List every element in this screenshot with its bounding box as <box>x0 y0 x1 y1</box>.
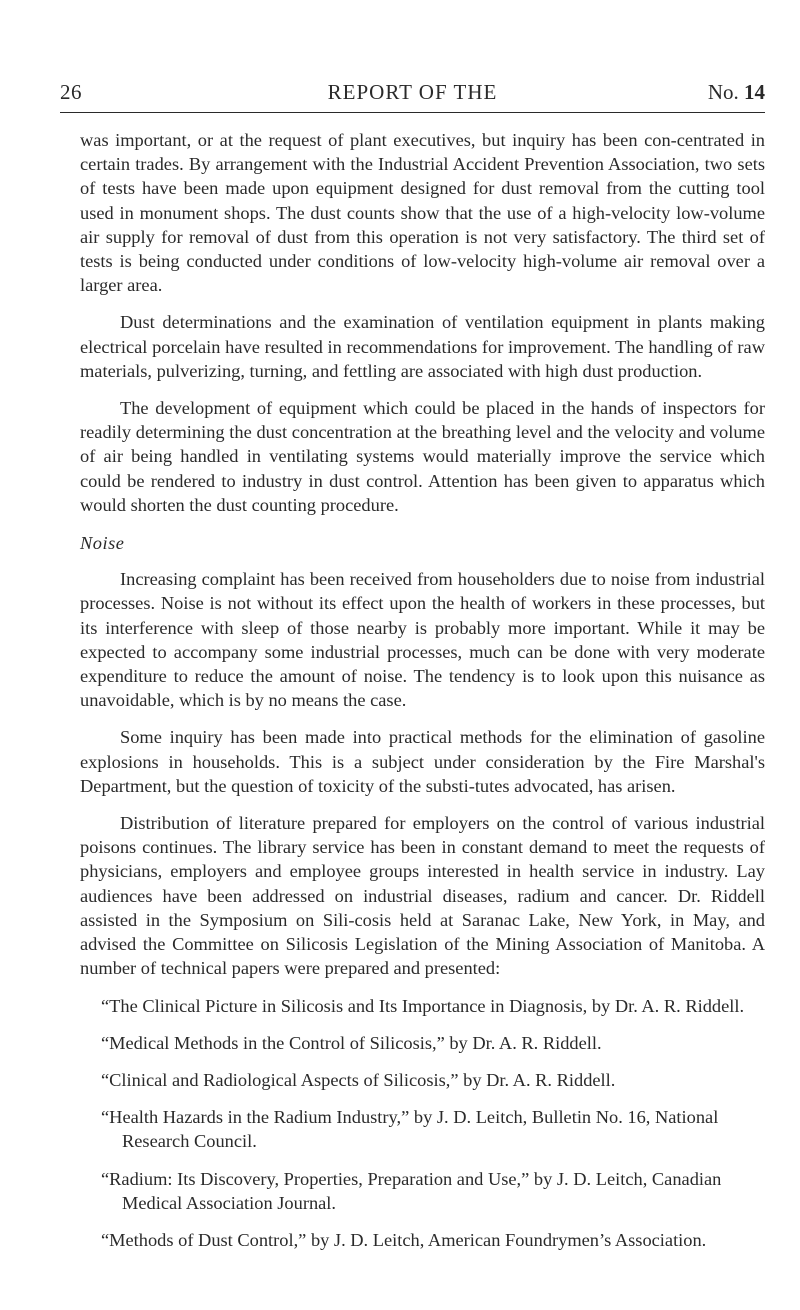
paragraph: Distribution of literature prepared for employers on the control of various industrial poisons continues. The library service has been in constant demand to meet the requests of physicians, employers and employee groups interested in health service in industry. Lay audiences have been addressed on industrial diseases, radium and cancer. Dr. Riddell assisted in the Symposium on Sili-cosis held at Saranac Lake, New York, in May, and advised the Committee on Silicosis Legislation of the Mining Association of Manitoba. A number of technical papers were prepared and presented: <box>80 813 765 979</box>
running-title: REPORT OF THE <box>327 80 498 104</box>
page-header <box>60 80 765 113</box>
reference-list <box>80 994 765 1253</box>
paragraph: Dust determinations and the examination of ventilation equipment in plants making electrical porcelain have resulted in recommendations for improvement. The handling of raw materials, pulverizing, turning, and fettling are associated with high dust production. <box>80 312 765 381</box>
reference-item: “Methods of Dust Control,” by J. D. Leitch, American Foundrymen’s Association. <box>101 1229 707 1250</box>
issue-number-value: 14 <box>744 80 765 104</box>
reference-item: “The Clinical Picture in Silicosis and Its Importance in Diagnosis, by Dr. A. R. Riddell. <box>101 995 745 1016</box>
reference-item: “Health Hazards in the Radium Industry,” by J. D. Leitch, Bulletin No. 16, National Research Council. <box>101 1107 719 1152</box>
reference-item: “Radium: Its Discovery, Properties, Preparation and Use,” by J. D. Leitch, Canadian Medical Association Journal. <box>101 1168 722 1213</box>
reference-item: “Clinical and Radiological Aspects of Silicosis,” by Dr. A. R. Riddell. <box>101 1069 616 1090</box>
page-number: 26 <box>60 80 82 104</box>
issue-prefix: No. <box>707 80 739 104</box>
body-text <box>80 128 765 1265</box>
paragraph: Some inquiry has been made into practical methods for the elimination of gasoline explosions in households. This is a subject under consideration by the Fire Marshal's Department, but the question of toxicity of the substi-tutes advocated, has arisen. <box>80 727 765 796</box>
paragraph: Increasing complaint has been received from householders due to noise from industrial processes. Noise is not without its effect upon the health of workers in these processes, but its interference with sleep of those nearby is probably more important. While it may be expected to accompany some industrial processes, much can be done with very moderate expenditure to reduce the amount of noise. The tendency is to look upon this nuisance as unavoidable, which is by no means the case. <box>80 569 765 711</box>
reference-item: “Medical Methods in the Control of Silicosis,” by Dr. A. R. Riddell. <box>101 1032 602 1053</box>
paragraph: The development of equipment which could be placed in the hands of inspectors for readily determining the dust concentration at the breathing level and the velocity and volume of air being handled in ventilating systems would materially improve the service which could be rendered to industry in dust control. Attention has been given to apparatus which would shorten the dust counting procedure. <box>80 398 765 515</box>
section-heading-noise: Noise <box>80 533 125 554</box>
paragraph: was important, or at the request of plant executives, but inquiry has been con-centrated in certain trades. By arrangement with the Industrial Accident Prevention Association, two sets of tests have been made upon equipment designed for dust removal from the cutting tool used in monument shops. The dust counts show that the use of a high-velocity low-volume air supply for removal of dust from this operation is not very satisfactory. The third set of tests is being conducted under conditions of low-velocity high-volume air removal over a larger area. <box>80 130 765 296</box>
issue-number <box>708 80 765 105</box>
